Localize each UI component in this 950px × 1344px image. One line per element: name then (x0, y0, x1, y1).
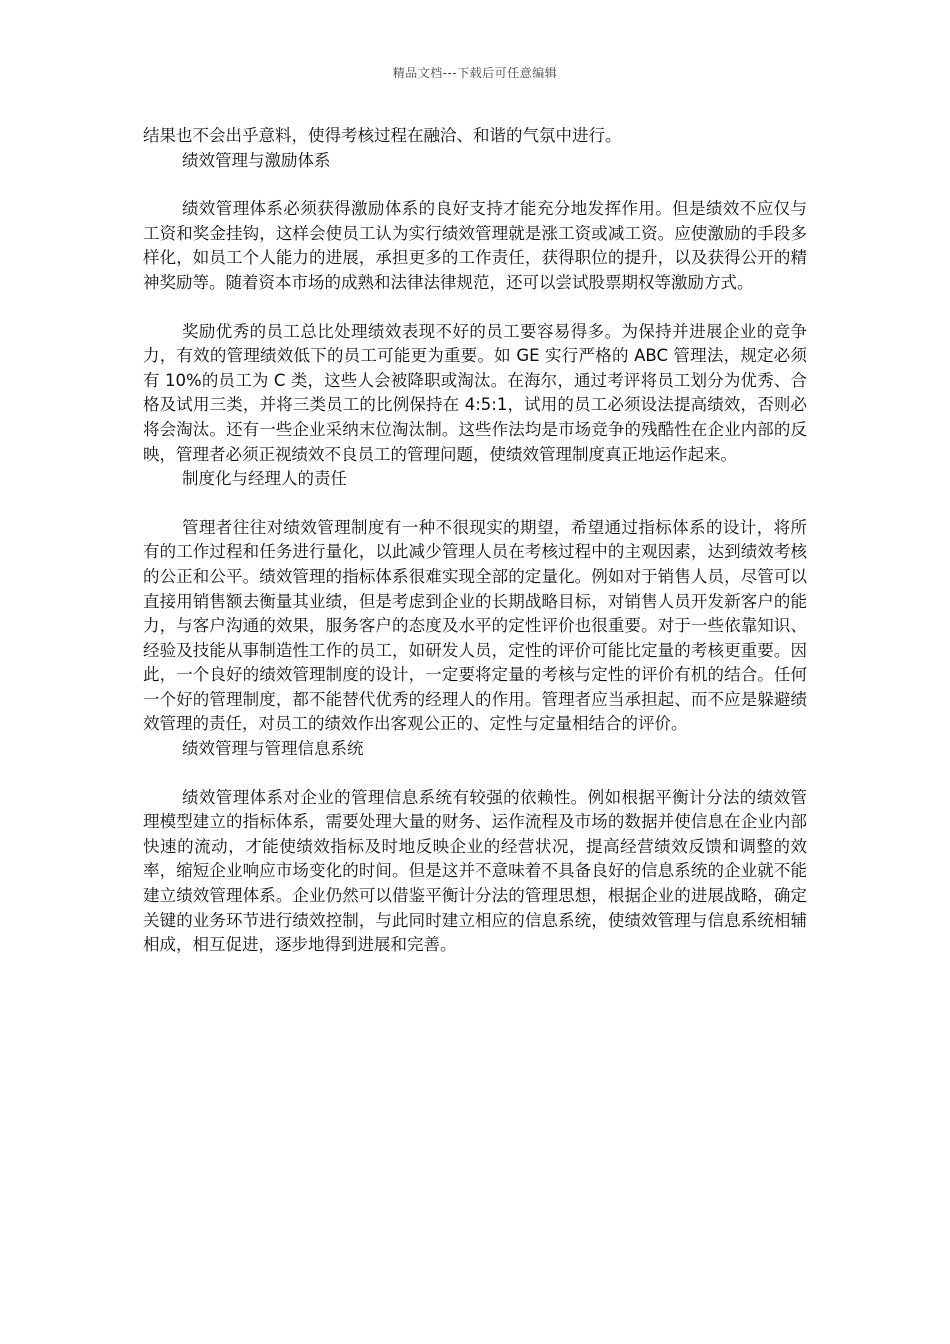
section-heading-manager-responsibility: 制度化与经理人的责任 (182, 469, 347, 489)
paragraph-information-system: 绩效管理体系对企业的管理信息系统有较强的依赖性。例如根据平衡计分法的绩效管理模型建立的指标体系，需要处理大量的财务、运作流程及市场的数据并使信息在企业内部快速的流动，才能使绩效指标及时地反映企业的经营状况，提高经营绩效反馈和调整的效率，缩短企业响应市场变化的时间。但是这并不意味着不具备良好的信息系统的企业就不能建立绩效管理体系。企业仍然可以借鉴平衡计分法的管理思想，根据企业的进展战略，确定关键的业务环节进行绩效控制，与此同时建立相应的信息系统，使绩效管理与信息系统相辅相成，相互促进，逐步地得到进展和完善。 (143, 787, 807, 955)
paragraph-continuation: 结果也不会出乎意料，使得考核过程在融洽、和谐的气氛中进行。 (143, 126, 622, 145)
paragraph-manager-responsibility: 管理者往往对绩效管理制度有一种不很现实的期望，希望通过指标体系的设计，将所有的工作过程和任务进行量化，以此减少管理人员在考核过程中的主观因素，达到绩效考核的公正和公平。绩效管理的指标体系很难实现全部的定量化。例如对于销售人员，尽管可以直接用销售额去衡量其业绩，但是考虑到企业的长期战略目标，对销售人员开发新客户的能力，与客户沟通的效果，服务客户的态度及水平的定性评价也很重要。对于一些依靠知识、经验及技能从事制造性工作的员工，如研发人员，定性的评价可能比定量的考核更重要。因此，一个良好的绩效管理制度的设计，一定要将定量的考核与定性的评价有机的结合。任何一个好的管理制度，都不能替代优秀的经理人的作用。管理者应当承担起、而不应是躲避绩效管理的责任，对员工的绩效作出客观公正的、定性与定量相结合的评价。 (143, 517, 807, 734)
paragraph-incentive-system: 绩效管理体系必须获得激励体系的良好支持才能充分地发挥作用。但是绩效不应仅与工资和奖金挂钩，这样会使员工认为实行绩效管理就是涨工资或减工资。应使激励的手段多样化，如员工个人能力的进展，承担更多的工作责任，获得职位的提升，以及获得公开的精神奖励等。随着资本市场的成熟和法律法律规范，还可以尝试股票期权等激励方式。 (143, 199, 807, 292)
paragraph-poor-performers: 奖励优秀的员工总比处理绩效表现不好的员工要容易得多。为保持并进展企业的竞争力，有效的管理绩效低下的员工可能更为重要。如 GE 实行严格的 ABC 管理法，规定必须有 10%的员工为 C 类，这些人会被降职或淘汰。在海尔，通过考评将员工划分为优秀、合格及试用三类，并将三类员工的比例保持在 4:5:1，试用的员工必须设法提高绩效，否则必将会淘汰。还有一些企业采纳末位淘汰制。这些作法均是市场竞争的残酷性在企业内部的反映，管理者必须正视绩效不良员工的管理问题，使绩效管理制度真正地运作起来。 (143, 321, 807, 464)
section-heading-incentive-system: 绩效管理与激励体系 (182, 150, 331, 170)
section-heading-information-system: 绩效管理与管理信息系统 (182, 739, 364, 759)
document-body (143, 124, 807, 958)
page-header: 精品文档---下载后可任意编辑 (392, 66, 558, 80)
